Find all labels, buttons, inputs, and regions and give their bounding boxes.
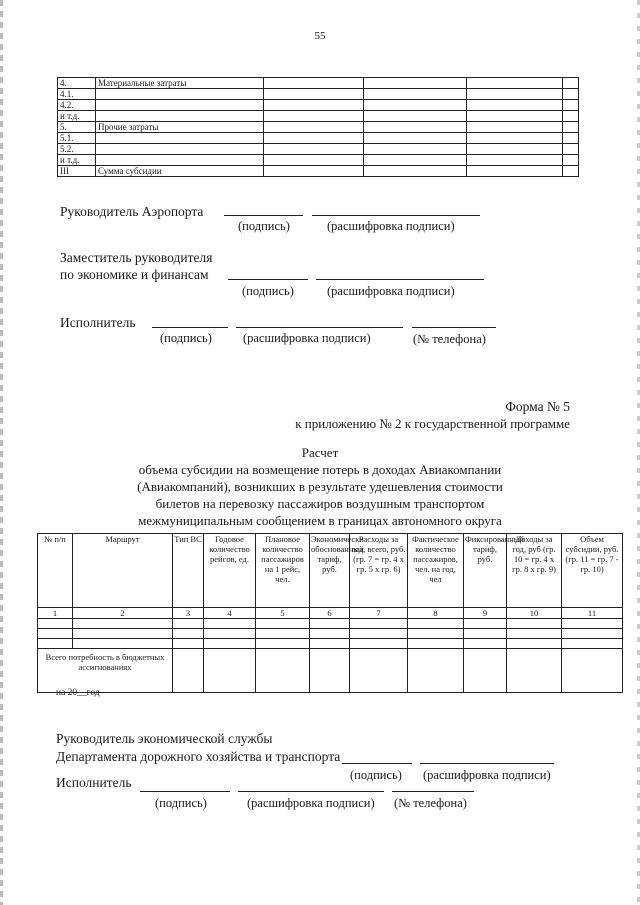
table-cell — [467, 111, 563, 122]
table-cell — [364, 144, 467, 155]
table-cell — [204, 639, 256, 649]
table-cell — [364, 78, 467, 89]
calc-title-line: Расчет — [301, 445, 339, 460]
signature-line — [342, 763, 412, 764]
row-label: Прочие затраты — [96, 122, 264, 133]
scan-edge-left — [0, 0, 3, 905]
row-number: и т.д. — [58, 155, 96, 166]
column-header: Маршрут — [73, 534, 173, 608]
table-cell — [204, 629, 256, 639]
calc-title-line: билетов на перевозку пассажиров воздушным транспортом — [155, 496, 485, 511]
table-cell — [464, 639, 507, 649]
row-number: и т.д. — [58, 111, 96, 122]
signature-line — [228, 279, 308, 280]
table-cell — [467, 166, 563, 177]
table-cell — [264, 111, 364, 122]
phone-line — [392, 791, 474, 792]
calc-title-line: межмуниципальным сообщением в границах автономного округа — [138, 513, 502, 528]
table-cell — [408, 649, 464, 693]
head-label-line1: Руководитель экономической службы — [56, 731, 273, 746]
row-number: 4. — [58, 78, 96, 89]
header-row — [38, 534, 623, 608]
subsidy-calculation-table — [37, 533, 623, 693]
signature-caption: (подпись) — [160, 331, 212, 345]
table-row — [38, 619, 623, 629]
table-cell — [408, 619, 464, 629]
column-number: 8 — [408, 608, 464, 619]
table-cell — [264, 122, 364, 133]
table-cell — [264, 166, 364, 177]
table-cell — [563, 111, 579, 122]
table-cell — [364, 133, 467, 144]
table-cell — [467, 133, 563, 144]
decode-caption: (расшифровка подписи) — [247, 796, 375, 810]
table-row — [58, 133, 579, 144]
phone-line — [412, 327, 496, 328]
table-cell — [173, 649, 204, 693]
column-number: 10 — [507, 608, 562, 619]
table-cell — [563, 133, 579, 144]
table-cell — [562, 649, 623, 693]
table-cell — [464, 629, 507, 639]
table-cell — [173, 619, 204, 629]
table-cell — [310, 639, 350, 649]
table-cell — [310, 629, 350, 639]
column-header: Годовое количество рейсов, ед. — [204, 534, 256, 608]
table-cell — [73, 619, 173, 629]
column-number-row — [38, 608, 623, 619]
deputy-label-line2: по экономике и финансам — [60, 267, 209, 282]
table-cell — [310, 649, 350, 693]
row-label — [96, 89, 264, 100]
calc-title-line: (Авиакомпаний), возникших в результате удешевления стоимости — [137, 479, 503, 494]
table-cell — [256, 619, 310, 629]
signature-caption: (подпись) — [238, 219, 290, 233]
table-cell — [507, 629, 562, 639]
phone-caption: (№ телефона) — [394, 796, 467, 810]
table-cell — [256, 629, 310, 639]
table-row — [58, 122, 579, 133]
table-cell — [467, 78, 563, 89]
table-cell — [350, 639, 408, 649]
table-row — [38, 639, 623, 649]
decode-caption: (расшифровка подписи) — [327, 284, 455, 298]
table-cell — [364, 166, 467, 177]
table-cell — [264, 133, 364, 144]
column-header: Расходы за год, всего, руб. (гр. 7 = гр. 4 х гр. 5 х гр. 6) — [350, 534, 408, 608]
column-number: 2 — [73, 608, 173, 619]
executor-label: Исполнитель — [60, 315, 136, 330]
row-label: Сумма субсидии — [96, 166, 264, 177]
table-cell — [467, 155, 563, 166]
signature-caption: (подпись) — [242, 284, 294, 298]
decode-caption: (расшифровка подписи) — [243, 331, 371, 345]
signature-line — [224, 215, 303, 216]
table-cell — [173, 639, 204, 649]
signature-caption: (подпись) — [350, 768, 402, 782]
table-cell — [563, 166, 579, 177]
table-cell — [563, 122, 579, 133]
table-cell — [264, 100, 364, 111]
table-row — [58, 111, 579, 122]
table-cell — [563, 78, 579, 89]
table-row — [38, 629, 623, 639]
table-cell — [256, 649, 310, 693]
column-number: 1 — [38, 608, 73, 619]
row-number: III — [58, 166, 96, 177]
column-header: Объем субсидии, руб. (гр. 11 = гр. 7 - гр. 10) — [562, 534, 623, 608]
signature-line — [140, 791, 230, 792]
table-cell — [464, 619, 507, 629]
calc-title-line: объема субсидии на возмещение потерь в доходах Авиакомпании — [138, 462, 502, 477]
table-cell — [350, 619, 408, 629]
column-number: 3 — [173, 608, 204, 619]
table-cell — [264, 144, 364, 155]
table-cell — [507, 639, 562, 649]
table-cell — [350, 649, 408, 693]
column-header: Фактическое количество пассажиров, чел. на год, чел — [408, 534, 464, 608]
table-cell — [364, 89, 467, 100]
year-note: на 20__год — [56, 688, 100, 698]
table-cell — [38, 619, 73, 629]
column-number: 6 — [310, 608, 350, 619]
executor-label: Исполнитель — [56, 775, 132, 790]
phone-caption: (№ телефона) — [413, 332, 486, 346]
decode-line — [312, 215, 480, 216]
table-cell — [563, 155, 579, 166]
table-cell — [563, 100, 579, 111]
table-cell — [38, 639, 73, 649]
column-number: 4 — [204, 608, 256, 619]
table-cell — [408, 639, 464, 649]
row-label — [96, 133, 264, 144]
airport-head-label: Руководитель Аэропорта — [60, 204, 204, 219]
table-cell — [73, 639, 173, 649]
table-cell — [562, 629, 623, 639]
table-cell — [264, 78, 364, 89]
table-cell — [264, 155, 364, 166]
row-number: 5.1. — [58, 133, 96, 144]
column-number: 7 — [350, 608, 408, 619]
table-cell — [364, 100, 467, 111]
table-cell — [173, 629, 204, 639]
decode-line — [238, 791, 384, 792]
total-label: Всего потребность в бюджетных ассигнованиях — [38, 649, 173, 693]
table-cell — [562, 639, 623, 649]
table-cell — [563, 144, 579, 155]
table-cell — [467, 100, 563, 111]
column-header: № п/п — [38, 534, 73, 608]
row-label — [96, 100, 264, 111]
decode-line — [420, 763, 554, 764]
decode-line — [316, 279, 484, 280]
table-cell — [563, 89, 579, 100]
table-cell — [507, 619, 562, 629]
table-cell — [467, 122, 563, 133]
table-cell — [364, 122, 467, 133]
row-label: Материальные затраты — [96, 78, 264, 89]
row-number: 5.2. — [58, 144, 96, 155]
table-cell — [364, 155, 467, 166]
row-number: 4.1. — [58, 89, 96, 100]
row-label — [96, 144, 264, 155]
row-label — [96, 155, 264, 166]
table-cell — [264, 89, 364, 100]
column-header: Фиксированный тариф, руб. — [464, 534, 507, 608]
decode-line — [236, 327, 403, 328]
table-cell — [350, 629, 408, 639]
row-number: 4.2. — [58, 100, 96, 111]
form-number: Форма № 5 — [505, 399, 570, 414]
table-cell — [507, 649, 562, 693]
total-row — [38, 649, 623, 693]
table-cell — [310, 619, 350, 629]
calc-title — [100, 444, 540, 529]
table-row — [58, 100, 579, 111]
table-row — [58, 155, 579, 166]
table-cell — [467, 89, 563, 100]
column-header: Плановое количество пассажиров на 1 рейс, чел. — [256, 534, 310, 608]
table-cell — [73, 629, 173, 639]
table-cell — [256, 639, 310, 649]
signature-caption: (подпись) — [155, 796, 207, 810]
table-cell — [467, 144, 563, 155]
table-cell — [204, 619, 256, 629]
cost-table-continuation — [57, 77, 579, 177]
table-cell — [38, 629, 73, 639]
table-row — [58, 166, 579, 177]
decode-caption: (расшифровка подписи) — [423, 768, 551, 782]
table-row — [58, 89, 579, 100]
column-number: 9 — [464, 608, 507, 619]
page-number: 55 — [314, 30, 326, 42]
column-header: Экономически обоснованный тариф, руб. — [310, 534, 350, 608]
table-cell — [204, 649, 256, 693]
form-annex: к приложению № 2 к государственной программе — [295, 416, 570, 431]
table-cell — [562, 619, 623, 629]
table-row — [58, 78, 579, 89]
signature-line — [152, 327, 228, 328]
table-cell — [464, 649, 507, 693]
decode-caption: (расшифровка подписи) — [327, 219, 455, 233]
column-header: Доходы за год, руб (гр. 10 = гр. 4 х гр. 8 х гр. 9) — [507, 534, 562, 608]
table-cell — [408, 629, 464, 639]
column-header: Тип ВС — [173, 534, 204, 608]
deputy-label-line1: Заместитель руководителя — [60, 250, 213, 265]
table-row — [58, 144, 579, 155]
row-label — [96, 111, 264, 122]
head-label-line2: Департамента дорожного хозяйства и транспорта — [56, 749, 341, 764]
row-number: 5. — [58, 122, 96, 133]
column-number: 5 — [256, 608, 310, 619]
table-cell — [364, 111, 467, 122]
column-number: 11 — [562, 608, 623, 619]
